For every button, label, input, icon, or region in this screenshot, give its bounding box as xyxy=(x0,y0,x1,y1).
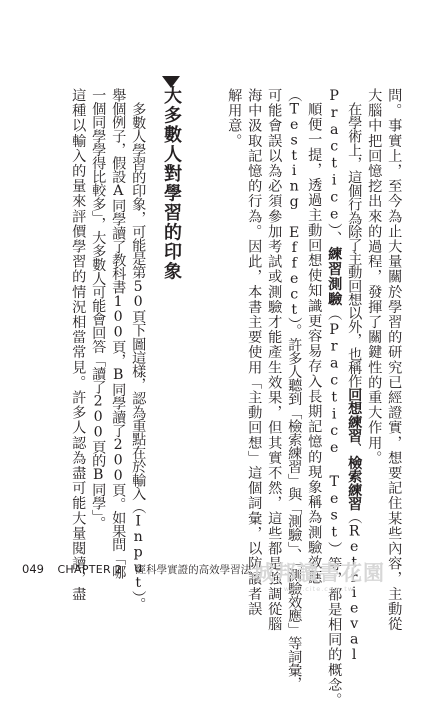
page-footer xyxy=(22,562,251,577)
term-retrieval-practice: 檢索練習 xyxy=(346,455,363,511)
term-practice-test: 練習測驗 xyxy=(326,246,343,307)
column-3-pre: 在學術上，這個行為除了主動回想以外，也稱作 xyxy=(346,102,363,388)
text-column-11: 舉個例子，假設A同學讀了教科書100頁，B同學讀了200頁。如果問「哪 xyxy=(110,88,127,579)
text-column-10: 多數人學習的印象，可能是第50頁下圖這樣，認為重點在於輸入（Input）。 xyxy=(130,102,147,611)
chapter-title: 經科學實證的高效學習法 xyxy=(135,564,252,576)
text-column-1: 問。事實上，至今為止大量關於學習的研究已經證實，想要記住某些內容，主動從 xyxy=(386,88,403,632)
text-column-7: 可能會誤以為必須參加考試或測驗才能產生效果，但其實不然，這些都是強調從腦 xyxy=(266,88,283,632)
text-column-8: 海中汲取記憶的行為。因此，本書主要使用「主動回想」這個詞彙，以防讀者誤 xyxy=(246,88,263,617)
text-column-2: 大腦中把回憶挖出來的過程，發揮了關鍵性的重大作用。 xyxy=(366,88,383,466)
text-column-12: 一個同學學得比較多」，大多數人可能會回答「讀了200頁的B同學」。 xyxy=(90,88,107,530)
section-heading: 大多數人對學習的印象 xyxy=(161,86,182,281)
text-column-5: 順便一提，透過主動回想使知識更容易存入長期記憶的現象稱為測驗效應 xyxy=(306,102,323,586)
column-3-mid: 、 xyxy=(346,442,363,456)
column-4-pre: Practice）、 xyxy=(326,88,343,247)
watermark-url: www.cite.com.tw xyxy=(283,585,355,593)
text-column-4 xyxy=(327,88,341,708)
text-column-13: 這種以輸入的量來評價學習的情況相當常見。許多人認為盡可能大量閱讀，盡 xyxy=(70,88,87,602)
text-column-6: （Testing Effect）。許多人聽到「檢索練習」與「測驗」、「測驗效應」等詞彙， xyxy=(286,88,303,691)
column-3-post: （Retrieval xyxy=(346,510,363,663)
watermark-logo xyxy=(253,557,385,593)
column-4-post: （Practice Test）等，都是相同的概念。 xyxy=(326,306,343,708)
chapter-label: CHAPTER 2 xyxy=(57,563,123,576)
text-column-9: 解用意。 xyxy=(226,88,243,149)
watermark-text: 城邦讀書花園 xyxy=(253,561,385,585)
page-number: 049 xyxy=(22,562,44,576)
term-recall-practice: 回想練習 xyxy=(346,387,363,443)
